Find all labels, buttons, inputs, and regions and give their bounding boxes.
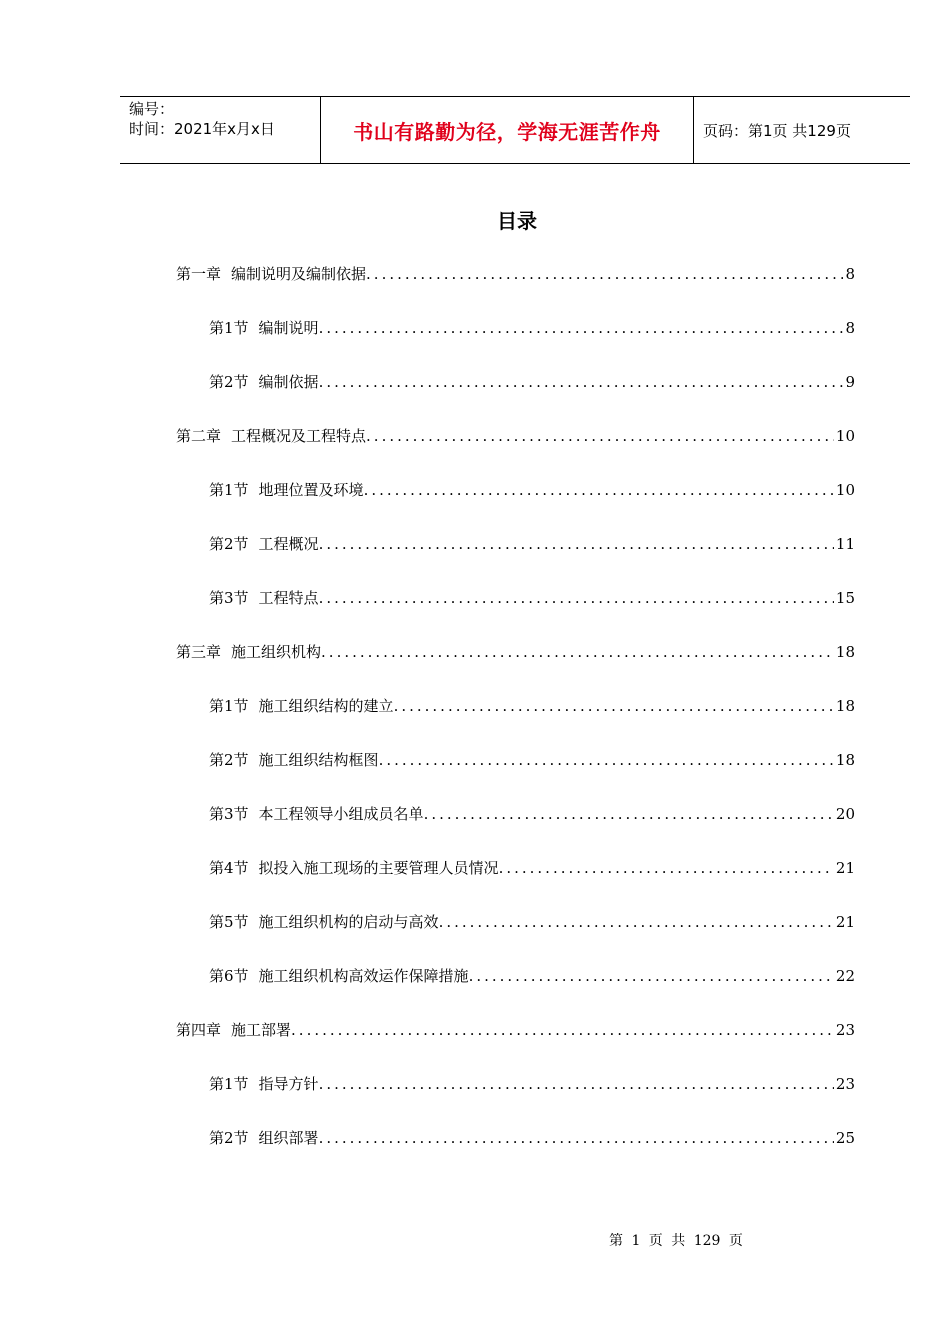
header-motto-cell xyxy=(321,97,694,163)
toc-entry-number: 第2节 xyxy=(209,1129,249,1147)
toc-entry-title: 编制说明及编制依据 xyxy=(231,265,367,283)
toc-entry-number: 第2节 xyxy=(209,751,249,769)
toc-section-entry[interactable] xyxy=(209,802,855,826)
page-footer: 第 1 页 共 129 页 xyxy=(609,1233,743,1249)
toc-entry-page: 25 xyxy=(835,1129,855,1147)
toc-entry-number: 第四章 xyxy=(176,1021,222,1039)
toc-chapter-entry[interactable] xyxy=(176,640,855,664)
toc-entry-page: 18 xyxy=(835,751,855,769)
toc-entry-title: 指导方针 xyxy=(258,1075,319,1093)
toc-chapter-entry[interactable] xyxy=(176,424,855,448)
toc-dot-leader xyxy=(319,586,834,610)
toc-entry-page: 23 xyxy=(835,1075,855,1093)
time-label: 时间：2021年x月x日 xyxy=(129,120,275,138)
toc-entry-page: 8 xyxy=(845,319,855,337)
toc-entry-number: 第5节 xyxy=(209,913,249,931)
toc-entry-title: 施工组织机构 xyxy=(231,643,322,661)
toc-dot-leader xyxy=(321,640,834,664)
toc-dot-leader xyxy=(439,910,834,934)
toc-entry-page: 22 xyxy=(835,967,855,985)
toc-dot-leader xyxy=(366,262,843,286)
toc-entry-page: 21 xyxy=(835,913,855,931)
toc-entry-title: 地理位置及环境 xyxy=(258,481,364,499)
toc-section-entry[interactable] xyxy=(209,856,855,880)
toc-dot-leader xyxy=(499,856,834,880)
toc-section-entry[interactable] xyxy=(209,1072,855,1096)
toc-entry-page: 10 xyxy=(835,427,855,445)
toc-dot-leader xyxy=(319,1072,834,1096)
header-page-info: 页码：第1页 共129页 xyxy=(703,121,851,140)
motto-text: 书山有路勤为径，学海无涯苦作舟 xyxy=(353,119,661,144)
serial-number-label: 编号： xyxy=(129,100,175,118)
toc-entry-page: 20 xyxy=(835,805,855,823)
toc-entry-number: 第2节 xyxy=(209,373,249,391)
toc-dot-leader xyxy=(366,424,834,448)
header-meta-cell xyxy=(120,97,321,163)
toc-entry-title: 施工部署 xyxy=(231,1021,292,1039)
toc-dot-leader xyxy=(319,532,834,556)
toc-dot-leader xyxy=(364,478,834,502)
toc-dot-leader xyxy=(291,1018,834,1042)
toc-section-entry[interactable] xyxy=(209,694,855,718)
toc-entry-page: 15 xyxy=(835,589,855,607)
toc-entry-title: 工程特点 xyxy=(258,589,319,607)
toc-entry-title: 施工组织机构的启动与高效 xyxy=(258,913,439,931)
toc-chapter-entry[interactable] xyxy=(176,1018,855,1042)
toc-entry-number: 第3节 xyxy=(209,589,249,607)
toc-dot-leader xyxy=(469,964,834,988)
header-page-cell xyxy=(694,97,910,163)
toc-dot-leader xyxy=(319,1126,834,1150)
toc-entry-page: 11 xyxy=(835,535,855,553)
toc-dot-leader xyxy=(424,802,834,826)
toc-section-entry[interactable] xyxy=(209,370,855,394)
toc-entry-title: 编制依据 xyxy=(258,373,319,391)
toc-entry-title: 工程概况 xyxy=(258,535,319,553)
toc-entry-title: 施工组织结构的建立 xyxy=(258,697,394,715)
toc-entry-title: 工程概况及工程特点 xyxy=(231,427,367,445)
toc-entry-number: 第1节 xyxy=(209,481,249,499)
toc-entry-number: 第2节 xyxy=(209,535,249,553)
toc-entry-page: 18 xyxy=(835,697,855,715)
toc-section-entry[interactable] xyxy=(209,748,855,772)
toc-entry-page: 8 xyxy=(845,265,855,283)
toc-section-entry[interactable] xyxy=(209,316,855,340)
toc-dot-leader xyxy=(319,316,844,340)
toc-dot-leader xyxy=(319,370,844,394)
toc-entry-title: 施工组织结构框图 xyxy=(258,751,379,769)
toc-section-entry[interactable] xyxy=(209,532,855,556)
toc-section-entry[interactable] xyxy=(209,964,855,988)
toc-title: 目录 xyxy=(497,209,537,233)
toc-entry-number: 第1节 xyxy=(209,1075,249,1093)
toc-section-entry[interactable] xyxy=(209,1126,855,1150)
toc-entry-page: 18 xyxy=(835,643,855,661)
toc-entry-title: 组织部署 xyxy=(258,1129,319,1147)
toc-entry-number: 第一章 xyxy=(176,265,222,283)
toc-entry-page: 23 xyxy=(835,1021,855,1039)
toc-entry-number: 第6节 xyxy=(209,967,249,985)
toc-entry-title: 编制说明 xyxy=(258,319,319,337)
toc-entry-number: 第4节 xyxy=(209,859,249,877)
toc-entry-page: 10 xyxy=(835,481,855,499)
toc-entry-number: 第二章 xyxy=(176,427,222,445)
toc-entry-title: 施工组织机构高效运作保障措施 xyxy=(258,967,469,985)
toc-entry-title: 本工程领导小组成员名单 xyxy=(258,805,424,823)
toc-entry-number: 第三章 xyxy=(176,643,222,661)
toc-entry-number: 第1节 xyxy=(209,697,249,715)
toc-entry-page: 21 xyxy=(835,859,855,877)
toc-section-entry[interactable] xyxy=(209,478,855,502)
toc-entry-page: 9 xyxy=(845,373,855,391)
toc-dot-leader xyxy=(394,694,834,718)
toc-entry-title: 拟投入施工现场的主要管理人员情况 xyxy=(258,859,499,877)
toc-entry-number: 第1节 xyxy=(209,319,249,337)
toc-section-entry[interactable] xyxy=(209,586,855,610)
toc-dot-leader xyxy=(379,748,834,772)
toc-entry-number: 第3节 xyxy=(209,805,249,823)
document-header xyxy=(120,96,910,164)
toc-section-entry[interactable] xyxy=(209,910,855,934)
toc-chapter-entry[interactable] xyxy=(176,262,855,286)
